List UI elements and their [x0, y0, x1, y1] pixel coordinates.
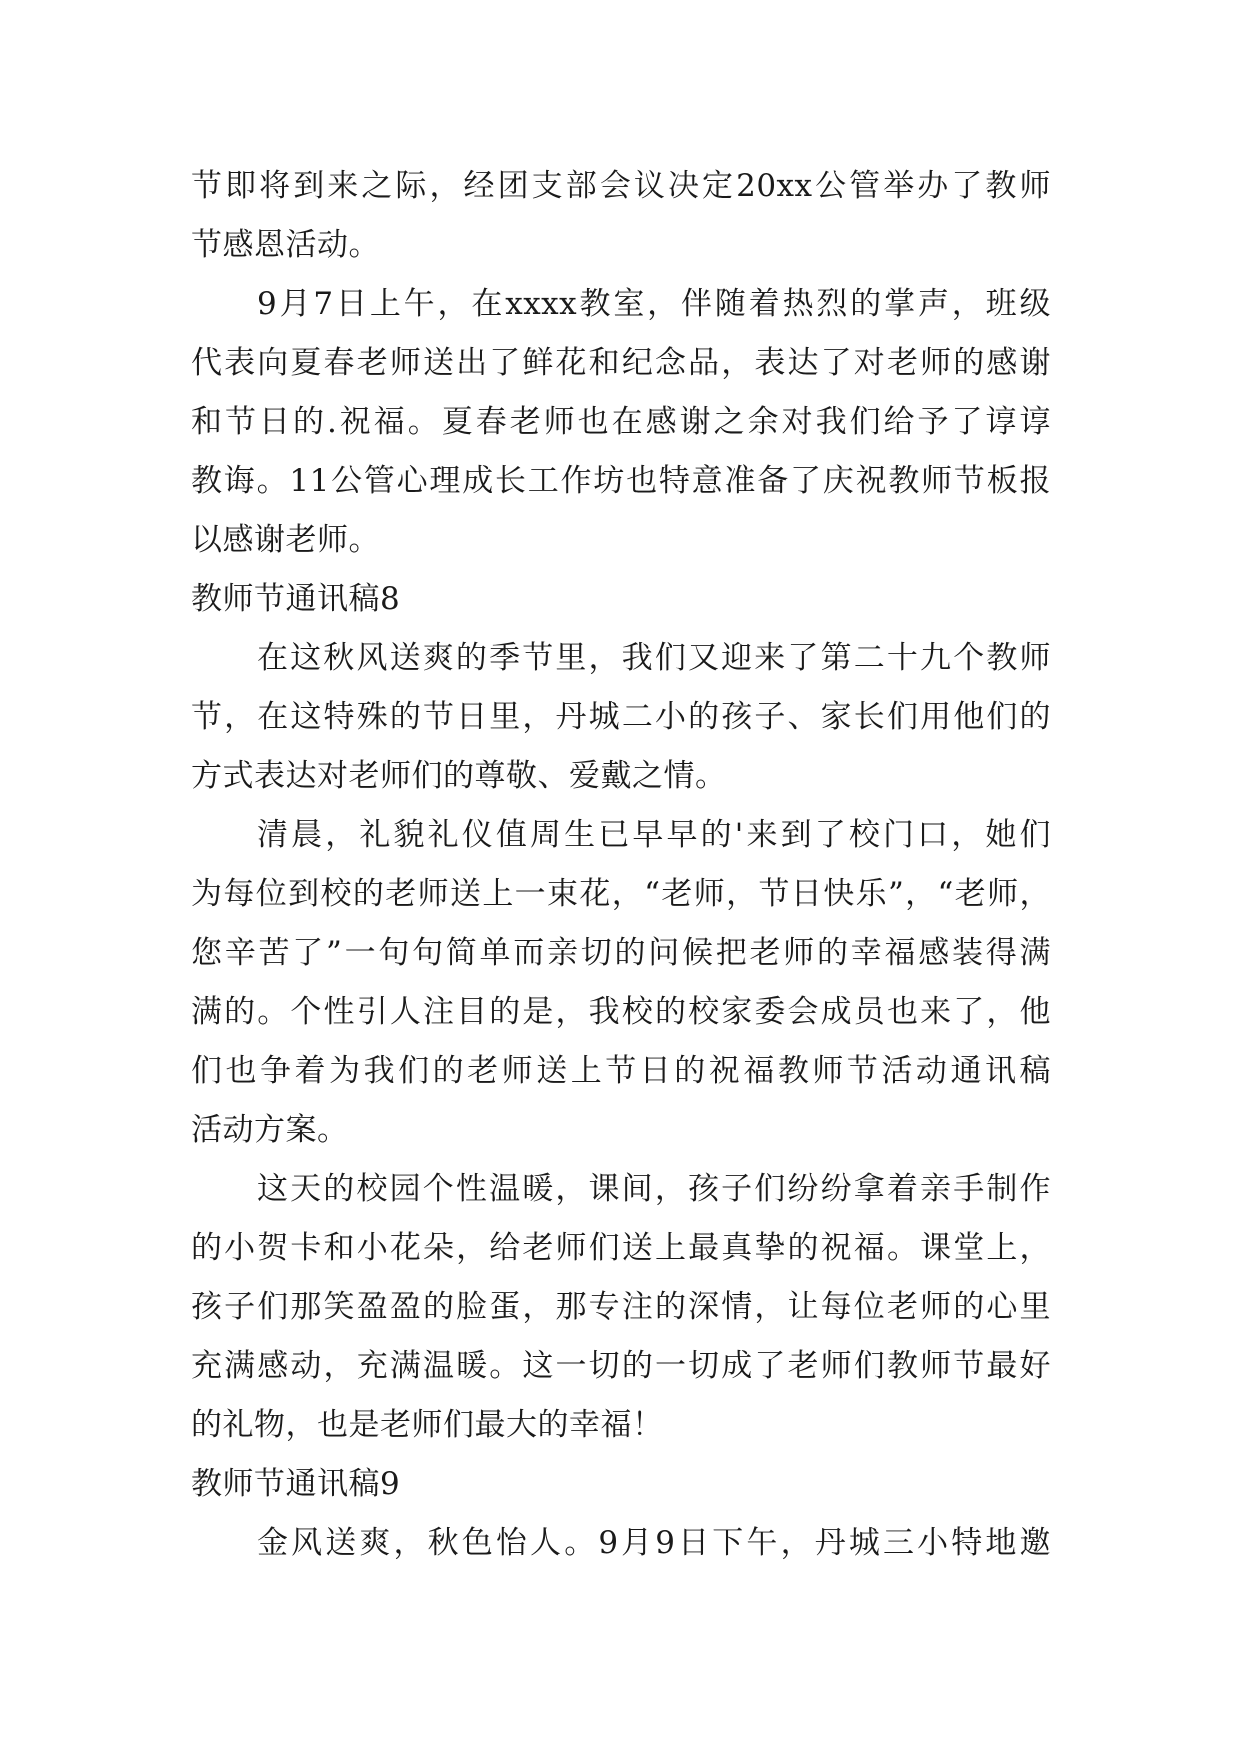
section-heading: 教师节通讯稿9: [191, 1466, 401, 1502]
text-line: 9月7日上午，在xxxx教室，伴随着热烈的掌声，班级: [257, 286, 1051, 322]
text-line: 节感恩活动。: [191, 227, 380, 263]
text-line: 和节日的.祝福。夏春老师也在感谢之余对我们给予了谆谆: [191, 404, 1051, 440]
text-line: 们也争着为我们的老师送上节日的祝福教师节活动通讯稿: [191, 1053, 1051, 1089]
paragraph: [191, 806, 1051, 1160]
text-line: 教诲。11公管心理成长工作坊也特意准备了庆祝教师节板报: [191, 463, 1051, 499]
section-heading: 教师节通讯稿8: [191, 581, 401, 617]
text-line: 代表向夏春老师送出了鲜花和纪念品，表达了对老师的感谢: [191, 345, 1051, 381]
paragraph: [191, 1514, 1051, 1573]
text-line: 为每位到校的老师送上一束花，“老师，节日快乐”，“老师，: [191, 876, 1051, 912]
paragraph: [191, 275, 1051, 570]
paragraph: [191, 629, 1051, 806]
text-line: 金风送爽，秋色怡人。9月9日下午，丹城三小特地邀: [257, 1525, 1051, 1561]
text-line: 在这秋风送爽的季节里，我们又迎来了第二十九个教师: [257, 640, 1051, 676]
text-line: 方式表达对老师们的尊敬、爱戴之情。: [191, 758, 727, 794]
text-line: 活动方案。: [191, 1112, 349, 1148]
text-line: 的礼物，也是老师们最大的幸福！: [191, 1407, 664, 1443]
text-line: 孩子们那笑盈盈的脸蛋，那专注的深情，让每位老师的心里: [191, 1289, 1051, 1325]
text-line: 以感谢老师。: [191, 522, 380, 558]
paragraph: [191, 1160, 1051, 1455]
text-line: 充满感动，充满温暖。这一切的一切成了老师们教师节最好: [191, 1348, 1051, 1384]
text-line: 您辛苦了”一句句简单而亲切的问候把老师的幸福感装得满: [191, 935, 1051, 971]
text-line: 的小贺卡和小花朵，给老师们送上最真挚的祝福。课堂上，: [191, 1230, 1051, 1266]
paragraph: [191, 157, 1051, 275]
text-line: 这天的校园个性温暖，课间，孩子们纷纷拿着亲手制作: [257, 1171, 1051, 1207]
text-line: 满的。个性引人注目的是，我校的校家委会成员也来了，他: [191, 994, 1051, 1030]
text-line: 节即将到来之际，经团支部会议决定20xx公管举办了教师: [191, 168, 1051, 204]
document-body: [191, 157, 1051, 1573]
text-line: 节，在这特殊的节日里，丹城二小的孩子、家长们用他们的: [191, 699, 1051, 735]
text-line: 清晨，礼貌礼仪值周生已早早的'来到了校门口，她们: [257, 817, 1051, 853]
